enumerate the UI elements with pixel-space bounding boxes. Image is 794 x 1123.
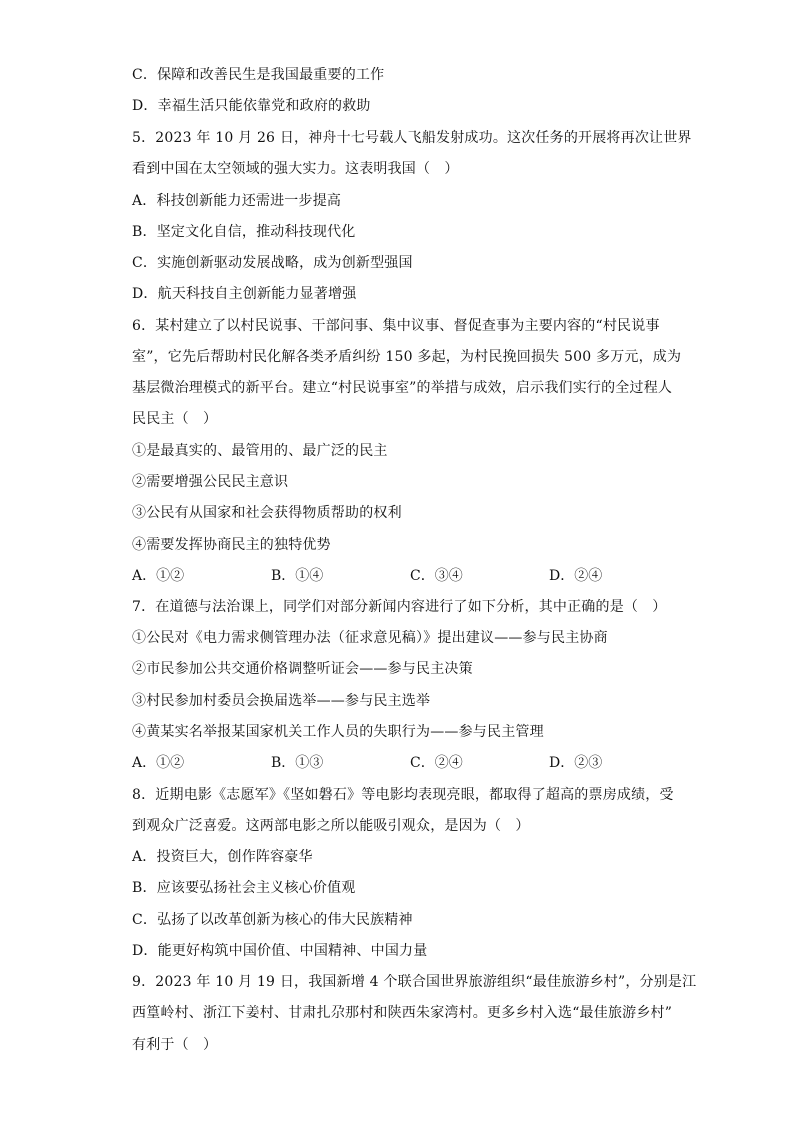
q7-statement-1: ①公民对《电力需求侧管理办法（征求意见稿）》提出建议——参与民主协商 — [132, 630, 608, 646]
q6-statement-4: ④需要发挥协商民主的独特优势 — [132, 537, 331, 553]
q8-stem-line-2: 到观众广泛喜爱。这两部电影之所以能吸引观众，是因为（ ） — [132, 818, 530, 834]
q6-statement-3: ③公民有从国家和社会获得物质帮助的权利 — [132, 505, 402, 521]
q5-option-b: B．坚定文化自信，推动科技现代化 — [132, 224, 356, 240]
q7-choice-d: D．②③ — [549, 755, 603, 771]
q8-option-d: D．能更好构筑中国价值、中国精神、中国力量 — [132, 943, 428, 959]
q6-stem-line-1: 6．某村建立了以村民说事、干部问事、集中议事、督促查事为主要内容的“村民说事 — [132, 318, 660, 334]
q5-stem-line-1: 5．2023 年 10 月 26 日，神舟十七号载人飞船发射成功。这次任务的开展将再次让世界 — [132, 130, 692, 146]
q7-statement-3: ③村民参加村委员会换届选举——参与民主选举 — [132, 693, 431, 709]
q6-stem-line-2: 室”，它先后帮助村民化解各类矛盾纠纷 150 多起，为村民挽回损失 500 多万元，成为 — [132, 349, 682, 365]
q9-stem-line-3: 有利于（ ） — [132, 1037, 218, 1053]
q8-stem-line-1: 8．近期电影《志愿军》《坚如磐石》等电影均表现亮眼，都取得了超高的票房成绩，受 — [132, 787, 674, 803]
q9-stem-line-1: 9．2023 年 10 月 19 日，我国新增 4 个联合国世界旅游组织“最佳旅游乡村”，分别是江 — [132, 974, 697, 990]
q5-option-c: C．实施创新驱动发展战略，成为创新型强国 — [132, 255, 413, 271]
q8-option-a: A．投资巨大，创作阵容豪华 — [132, 849, 313, 865]
q4-option-c: C．保障和改善民生是我国最重要的工作 — [132, 67, 385, 83]
q7-stem: 7．在道德与法治课上，同学们对部分新闻内容进行了如下分析，其中正确的是（ ） — [132, 599, 667, 615]
q4-option-d: D．幸福生活只能依靠党和政府的救助 — [132, 98, 371, 114]
q5-stem-line-2: 看到中国在太空领域的强大实力。这表明我国（ ） — [132, 161, 459, 177]
q5-option-a: A．科技创新能力还需进一步提高 — [132, 193, 342, 209]
q6-statement-2: ②需要增强公民民主意识 — [132, 474, 289, 490]
q7-choice-c: C．②④ — [410, 755, 463, 771]
q9-stem-line-2: 西篁岭村、浙江下姜村、甘肃扎尕那村和陕西朱家湾村。更多乡村入选“最佳旅游乡村” — [132, 1005, 673, 1021]
q5-option-d: D．航天科技自主创新能力显著增强 — [132, 286, 357, 302]
q6-choice-b: B．①④ — [271, 568, 324, 584]
q7-choice-a: A．①② — [132, 755, 185, 771]
q8-option-b: B．应该要弘扬社会主义核心价值观 — [132, 880, 356, 896]
q7-choice-b: B．①③ — [271, 755, 324, 771]
q7-statement-4: ④黄某实名举报某国家机关工作人员的失职行为——参与民主管理 — [132, 724, 544, 740]
q6-statement-1: ①是最真实的、最管用的、最广泛的民主 — [132, 443, 388, 459]
q6-choice-c: C．③④ — [410, 568, 463, 584]
q6-stem-line-3: 基层微治理模式的新平台。建立“村民说事室”的举措与成效，启示我们实行的全过程人 — [132, 380, 673, 396]
q8-option-c: C．弘扬了以改革创新为核心的伟大民族精神 — [132, 912, 413, 928]
q6-choice-d: D．②④ — [549, 568, 603, 584]
q6-choice-a: A．①② — [132, 568, 185, 584]
q7-statement-2: ②市民参加公共交通价格调整听证会——参与民主决策 — [132, 661, 473, 677]
q6-stem-line-4: 民民主（ ） — [132, 411, 218, 427]
